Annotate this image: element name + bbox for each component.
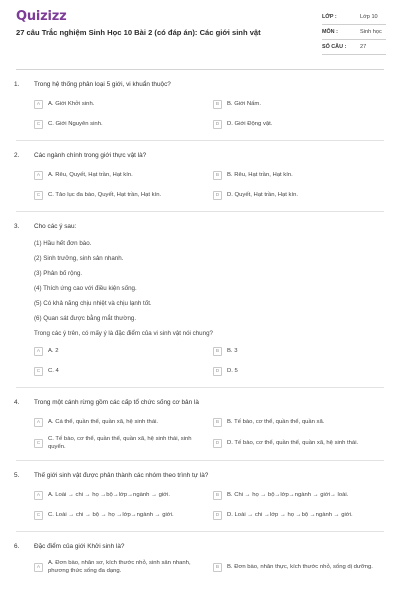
option-c[interactable] xyxy=(34,509,203,522)
option-text: D. Quyết, Hạt trần, Hạt kín. xyxy=(227,191,299,198)
option-b[interactable] xyxy=(213,169,382,182)
option-text: D. Giới Động vật. xyxy=(227,120,273,127)
question-number: 3. xyxy=(14,222,20,230)
option-b[interactable] xyxy=(213,560,382,575)
question-prompt: Trong các ý trên, có mấy ý là đặc điểm của vi sinh vật nói chung? xyxy=(34,329,213,337)
options-grid xyxy=(34,416,382,451)
option-c[interactable] xyxy=(34,118,203,131)
option-c[interactable] xyxy=(34,189,203,202)
meta-value: Lớp 10 xyxy=(360,14,378,20)
option-letter-box: A xyxy=(34,347,43,356)
option-letter-box: B xyxy=(213,171,222,180)
option-letter-box: C xyxy=(34,367,43,376)
options-grid xyxy=(34,489,382,522)
statement: (4) Thích ứng cao với điều kiện sống. xyxy=(34,284,137,292)
statement: (6) Quan sát được bằng mắt thường. xyxy=(34,314,137,322)
option-c[interactable] xyxy=(34,436,203,451)
meta-key: LỚP : xyxy=(322,14,337,20)
statement: (5) Có khả năng chịu nhiệt và chịu lạnh tốt. xyxy=(34,299,152,307)
option-letter-box: A xyxy=(34,563,43,572)
option-text: C. 4 xyxy=(48,367,59,374)
question-divider xyxy=(16,531,384,532)
option-text: A. Loài → chi → họ →bộ→lớp→ngành → giới. xyxy=(48,491,170,498)
option-text: B. Giới Nấm. xyxy=(227,100,261,107)
option-a[interactable] xyxy=(34,560,203,575)
meta-row-subject xyxy=(322,25,386,40)
option-letter-box: D xyxy=(213,120,222,129)
option-letter-box: B xyxy=(213,491,222,500)
option-b[interactable] xyxy=(213,345,382,358)
question-1 xyxy=(0,81,400,131)
option-letter-box: A xyxy=(34,100,43,109)
meta-table xyxy=(322,10,386,55)
meta-row-count xyxy=(322,40,386,55)
quizizz-logo: Quizizz xyxy=(16,9,67,24)
statement: (1) Hầu hết đơn bào. xyxy=(34,239,92,247)
option-text: D. 5 xyxy=(227,367,238,374)
option-d[interactable] xyxy=(213,189,382,202)
options-grid xyxy=(34,169,382,202)
option-text: D. Tế bào, cơ thể, quần thể, quần xã, hệ sinh thái. xyxy=(227,439,359,446)
question-number: 5. xyxy=(14,472,20,480)
meta-key: MÔN : xyxy=(322,29,338,35)
question-number: 1. xyxy=(14,81,20,88)
option-text: A. 2 xyxy=(48,347,59,354)
option-text: C. Giới Nguyên sinh. xyxy=(48,120,103,127)
option-letter-box: C xyxy=(34,439,43,448)
option-letter-box: A xyxy=(34,171,43,180)
header-divider xyxy=(16,69,384,70)
option-text: B. Chi → họ → bộ→lớp→ngành → giới→ loài. xyxy=(227,491,349,498)
option-letter-box: B xyxy=(213,418,222,427)
option-b[interactable] xyxy=(213,98,382,111)
option-letter-box: B xyxy=(213,563,222,572)
question-divider xyxy=(16,460,384,461)
option-d[interactable] xyxy=(213,365,382,378)
option-text: B. Đơn bào, nhân thực, kích thước nhỏ, sống dị dưỡng. xyxy=(227,563,373,570)
question-4 xyxy=(0,399,400,451)
options-grid xyxy=(34,345,382,378)
option-letter-box: B xyxy=(213,347,222,356)
options-grid xyxy=(34,98,382,131)
question-text: Trong hệ thống phân loại 5 giới, vi khuẩn thuộc? xyxy=(34,81,171,88)
question-divider xyxy=(16,387,384,388)
question-number: 2. xyxy=(14,151,20,159)
option-letter-box: A xyxy=(34,491,43,500)
option-letter-box: D xyxy=(213,367,222,376)
document-title: 27 câu Trắc nghiệm Sinh Học 10 Bài 2 (có đáp án): Các giới sinh vật xyxy=(16,28,261,37)
question-2 xyxy=(0,152,400,202)
option-text: C. Tế bào, cơ thể, quần thể, quần xã, hệ sinh thái, sinh quyển. xyxy=(48,435,192,450)
options-grid xyxy=(34,560,382,575)
option-text: A. Giới Khởi sinh. xyxy=(48,100,95,107)
meta-value: 27 xyxy=(360,44,367,50)
option-letter-box: C xyxy=(34,120,43,129)
question-text: Các ngành chính trong giới thực vật là? xyxy=(34,151,147,159)
question-text: Cho các ý sau: xyxy=(34,222,77,230)
option-a[interactable] xyxy=(34,345,203,358)
option-letter-box: C xyxy=(34,191,43,200)
option-letter-box: D xyxy=(213,439,222,448)
option-d[interactable] xyxy=(213,118,382,131)
meta-value: Sinh học xyxy=(360,29,382,35)
option-letter-box: A xyxy=(34,418,43,427)
question-5 xyxy=(0,472,400,522)
question-divider xyxy=(16,211,384,212)
option-letter-box: B xyxy=(213,100,222,109)
option-a[interactable] xyxy=(34,98,203,111)
option-text: D. Loài → chi →lớp → họ →bộ →ngành → giới. xyxy=(227,511,353,518)
option-letter-box: D xyxy=(213,191,222,200)
question-number: 6. xyxy=(14,543,20,551)
option-text: B. Tế bào, cơ thể, quần thể, quần xã. xyxy=(227,418,325,425)
option-a[interactable] xyxy=(34,169,203,182)
option-text: C. Loài → chi → bộ → họ →lớp→ngành → giới. xyxy=(48,511,174,518)
question-number: 4. xyxy=(14,398,20,406)
question-text: Đặc điểm của giới Khởi sinh là? xyxy=(34,543,125,551)
option-text: B. Rêu, Hạt trần, Hạt kín. xyxy=(227,171,293,178)
question-3 xyxy=(0,223,400,378)
document-header xyxy=(0,0,400,72)
question-divider xyxy=(16,140,384,141)
option-b[interactable] xyxy=(213,489,382,502)
option-letter-box: D xyxy=(213,511,222,520)
option-a[interactable] xyxy=(34,416,203,429)
question-6 xyxy=(0,543,400,575)
option-c[interactable] xyxy=(34,365,203,378)
option-text: A. Đơn bào, nhân sơ, kích thước nhỏ, sinh sản nhanh, phương thức sống đa dạng. xyxy=(48,560,191,574)
option-a[interactable] xyxy=(34,489,203,502)
option-text: C. Tảo lục đa bào, Quyết, Hạt trần, Hạt kín. xyxy=(48,191,162,198)
option-b[interactable] xyxy=(213,416,382,429)
option-text: B. 3 xyxy=(227,347,238,354)
option-text: A. Rêu, Quyết, Hạt trần, Hạt kín. xyxy=(48,171,133,178)
option-d[interactable] xyxy=(213,509,382,522)
meta-key: SỐ CÂU : xyxy=(322,44,347,50)
question-text: Trong một cánh rừng gồm các cấp tổ chức sống cơ bản là xyxy=(34,398,199,406)
option-d[interactable] xyxy=(213,436,382,451)
question-text: Thế giới sinh vật được phân thành các nhóm theo trình tự là? xyxy=(34,472,209,480)
meta-row-grade xyxy=(322,10,386,25)
statement: (3) Phân bố rộng. xyxy=(34,269,83,277)
option-letter-box: C xyxy=(34,511,43,520)
option-text: A. Cá thể, quần thể, quần xã, hệ sinh thái. xyxy=(48,418,159,425)
statement: (2) Sinh trưởng, sinh sản nhanh. xyxy=(34,254,124,262)
